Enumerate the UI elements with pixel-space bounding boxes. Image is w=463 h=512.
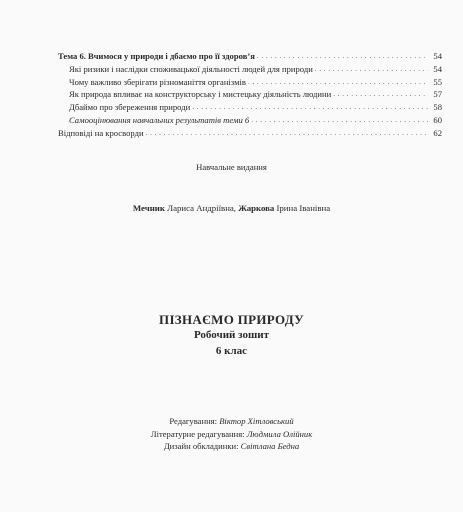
credit-label: Літературне редагування: [150,428,245,439]
toc-title: Тема 6. Вчимося у природи і дбаємо про її здоров’я [58,51,255,61]
credit-line [0,440,463,453]
toc-leader [315,63,428,76]
toc-title: Самооцінювання навчальних результатів теми 6 [69,114,250,125]
toc-leader [146,127,428,140]
credit-name: Світлана Бедна [240,441,300,451]
toc-row [58,76,442,89]
book-title: ПІЗНАЄМО ПРИРОДУ [159,312,304,327]
toc-leader [333,88,428,101]
book-subtitle: Робочий зошит [193,329,270,341]
toc-title: Відповіді на кросворди [58,127,144,138]
toc-leader [251,114,428,127]
toc-leader [192,101,428,114]
edition-type: Навчальне видання [196,162,267,172]
toc-page: 54 [433,51,442,61]
author1-name: Лариса Андріївна, [167,203,237,213]
toc-title: Які ризики і наслідки споживацької діяльності людей для природи [69,63,313,74]
credit-line [0,415,463,428]
toc-page: 62 [433,127,442,138]
toc-row [58,101,442,114]
toc-page: 54 [433,63,442,74]
toc-page: 60 [433,114,442,125]
author2-name: Ірина Іванівна [276,203,331,213]
table-of-contents [58,50,442,140]
credit-label: Дизайн обкладинки: [163,441,239,451]
toc-row [58,127,442,140]
credit-name: Віктор Хітловський [219,416,294,426]
credits [0,415,463,453]
author1-surname: Мечник [132,203,165,213]
grade-label: 6 клас [215,345,248,357]
toc-page: 55 [433,76,442,87]
toc-page: 57 [433,89,442,100]
toc-title: Дбаймо про збереження природи [69,102,191,113]
credit-label: Редагування: [169,416,218,426]
toc-row [58,88,442,101]
toc-title: Як природа впливає на конструкторську і мистецьку діяльність людини [69,89,332,100]
authors-line [0,203,463,213]
author2-surname: Жаркова [238,203,275,213]
toc-page: 58 [433,102,442,113]
toc-leader [248,76,428,89]
toc-title: Чому важливо зберігати різноманіття організмів [69,76,246,87]
credit-name: Людмила Олійник [246,428,313,439]
credit-line [0,428,463,441]
toc-row [58,50,442,63]
toc-row [58,114,442,127]
toc-leader [257,50,428,63]
toc-row [58,63,442,76]
